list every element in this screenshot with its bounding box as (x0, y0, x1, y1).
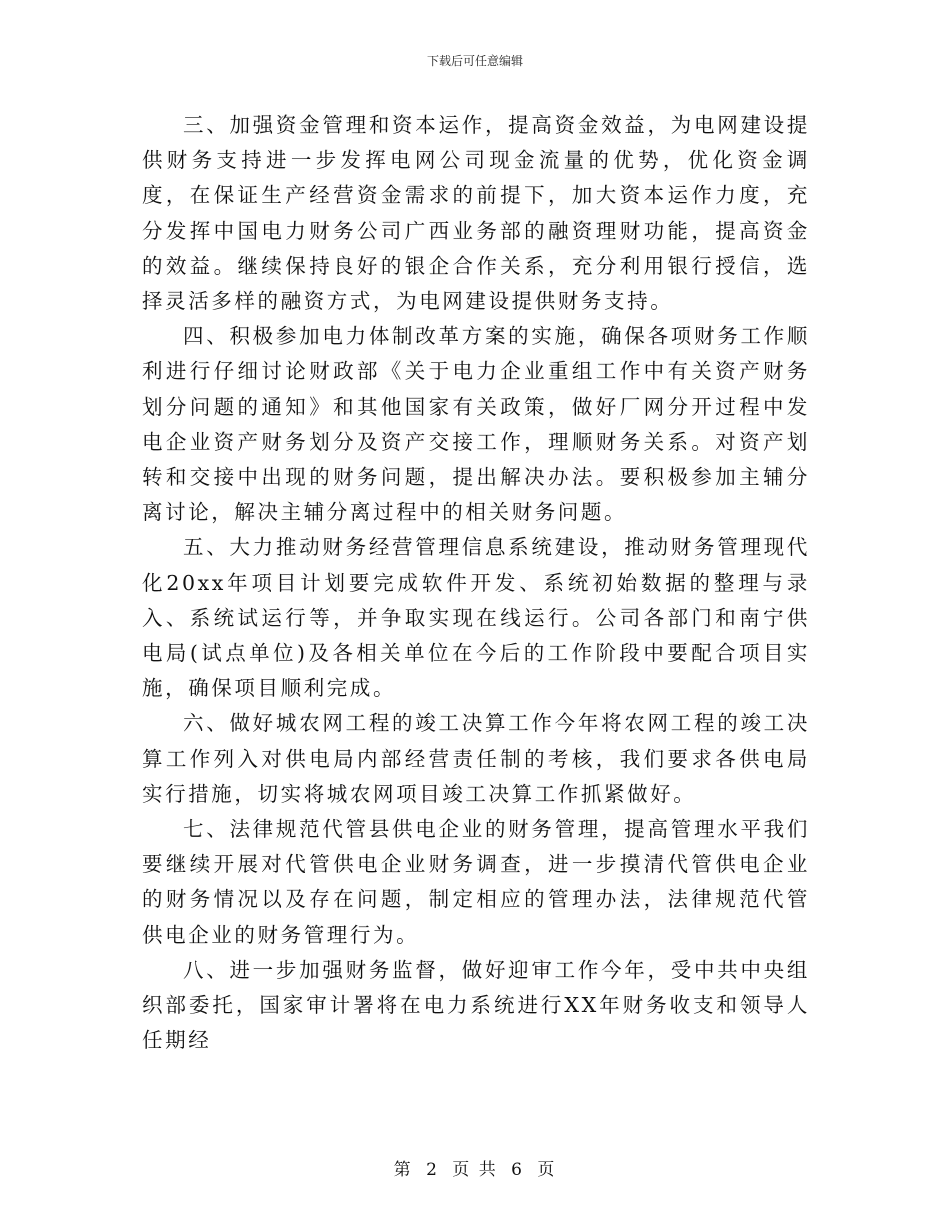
page-number-footer (0, 1155, 950, 1180)
total-page-count: 6 (511, 1160, 524, 1180)
page-header-note: 下载后可任意编辑 (426, 54, 523, 68)
paragraph-4: 四、积极参加电力体制改革方案的实施，确保各项财务工作顺利进行仔细讨论财政部《关于电力企业重组工作中有关资产财务划分问题的通知》和其他国家有关政策，做好厂网分开过程中发电企业资产财务划分及资产交接工作，理顺财务关系。对资产划转和交接中出现的财务问题，提出解决办法。要积极参加主辅分离讨论，解决主辅分离过程中的相关财务问题。 (142, 324, 810, 525)
document-body (142, 108, 810, 1058)
footer-suffix: 页 (537, 1160, 557, 1180)
paragraph-8: 八、进一步加强财务监督，做好迎审工作今年，受中共中央组织部委托，国家审计署将在电力系统进行XX年财务收支和领导人任期经 (142, 957, 810, 1053)
footer-middle: 页 共 (452, 1160, 498, 1180)
paragraph-3: 三、加强资金管理和资本运作，提高资金效益，为电网建设提供财务支持进一步发挥电网公司现金流量的优势，优化资金调度，在保证生产经营资金需求的前提下，加大资本运作力度，充分发挥中国电力财务公司广西业务部的融资理财功能，提高资金的效益。继续保持良好的银企合作关系，充分利用银行授信，选择灵活多样的融资方式，为电网建设提供财务支持。 (142, 113, 810, 314)
paragraph-5: 五、大力推动财务经营管理信息系统建设，推动财务管理现代化20xx年项目计划要完成软件开发、系统初始数据的整理与录入、系统试运行等，并争取实现在线运行。公司各部门和南宁供电局(试点单位)及各相关单位在今后的工作阶段中要配合项目实施，确保项目顺利完成。 (142, 535, 810, 701)
footer-prefix: 第 (393, 1160, 413, 1180)
paragraph-6: 六、做好城农网工程的竣工决算工作今年将农网工程的竣工决算工作列入对供电局内部经营责任制的考核，我们要求各供电局实行措施，切实将城农网项目竣工决算工作抓紧做好。 (142, 711, 810, 806)
paragraph-7: 七、法律规范代管县供电企业的财务管理，提高管理水平我们要继续开展对代管供电企业财务调查，进一步摸清代管供电企业的财务情况以及存在问题，制定相应的管理办法，法律规范代管供电企业的财务管理行为。 (142, 817, 810, 947)
current-page-number: 2 (426, 1160, 439, 1180)
